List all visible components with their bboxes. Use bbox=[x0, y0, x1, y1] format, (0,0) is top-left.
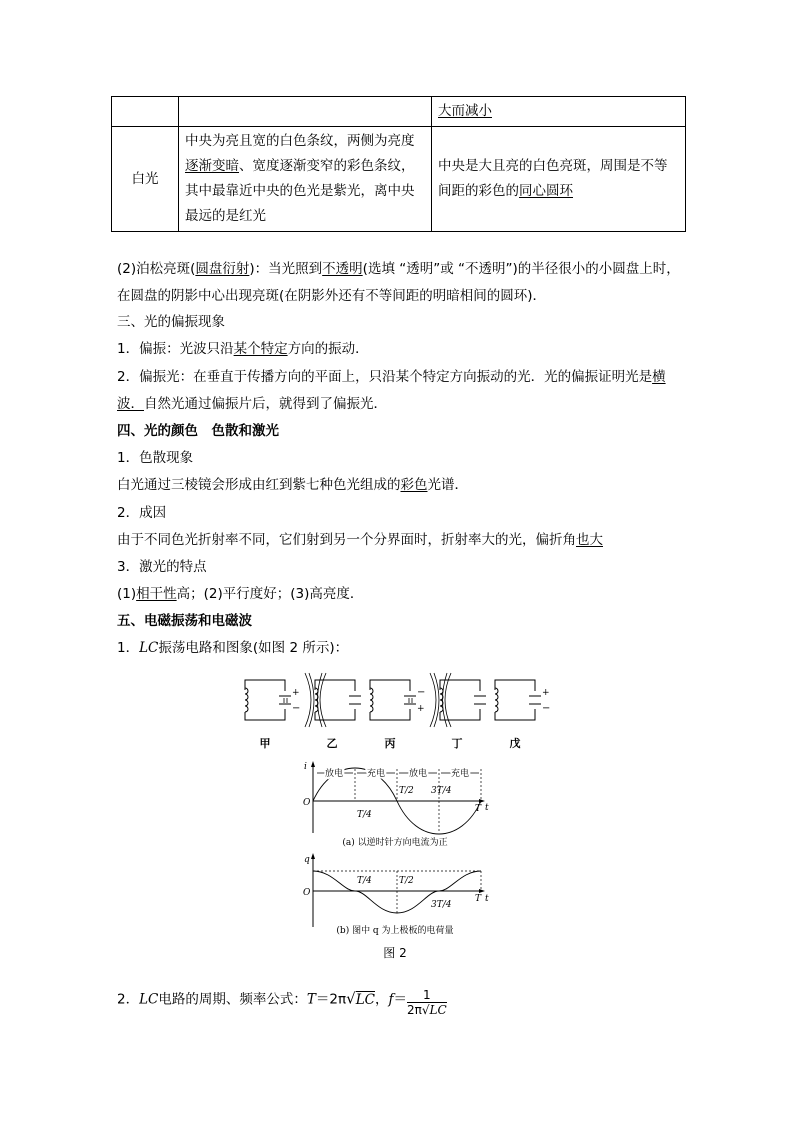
cell-text-underlined: 同心圆环 bbox=[519, 183, 573, 199]
table-cell bbox=[432, 127, 686, 232]
text-underlined: 不透明 bbox=[322, 261, 363, 277]
tick-label: 3T/4 bbox=[431, 786, 452, 796]
axis-label: i bbox=[304, 762, 307, 772]
text: 光谱． bbox=[427, 477, 468, 493]
circuit-yi bbox=[305, 673, 361, 750]
graph-caption: (b) 图中 q 为上极板的电荷量 bbox=[336, 926, 454, 936]
circuit-label: 丁 bbox=[451, 737, 463, 750]
text: (选填 “透明”或 “不透明”)的半径很小的小圆盘上 bbox=[362, 261, 653, 277]
axis-label: t bbox=[485, 803, 489, 813]
lc-circuit-paragraph bbox=[117, 637, 348, 659]
text: 振荡电路和图象(如图 2 所示)： bbox=[158, 640, 349, 656]
text: 2π bbox=[406, 1003, 422, 1017]
lc-formula: 2．LC电路的周期、频率公式：T＝2π√LC，f＝ $\frac{1}{2\pi√LC}$ bbox=[117, 988, 447, 1017]
segment-label: 充电 bbox=[366, 769, 386, 779]
segment-label: 充电 bbox=[450, 769, 470, 779]
cause-paragraph bbox=[117, 529, 603, 551]
text: 1． bbox=[117, 640, 140, 656]
tick-label: T/2 bbox=[399, 786, 414, 796]
graph-caption: (a) 以逆时针方向电流为正 bbox=[342, 838, 448, 848]
text: (2)泊松亮斑( bbox=[117, 261, 196, 277]
origin-label: O bbox=[303, 888, 311, 898]
table-cell bbox=[112, 97, 179, 127]
laser-paragraph bbox=[117, 583, 363, 605]
text: 由于不同色光折射率不同，它们射到另一个分界面时，折射率大的光，偏折角 bbox=[117, 532, 576, 548]
fraction bbox=[407, 988, 447, 1017]
text: 2． bbox=[117, 991, 140, 1008]
text: )：当光照到 bbox=[249, 261, 323, 277]
text: ＝2π bbox=[315, 991, 347, 1008]
tick-label: T/4 bbox=[357, 876, 372, 886]
text: 时，在圆盘的阴影中心出现亮斑(在阴影外还有不等间距的明暗相间的圆环)． bbox=[117, 261, 680, 304]
cell-text: 中央为亮且宽的白色条纹，两侧为亮度 bbox=[185, 133, 415, 149]
text: ＝ bbox=[393, 991, 407, 1008]
table-cell bbox=[179, 97, 432, 127]
section-heading-color: 四、光的颜色 色散和激光 bbox=[117, 423, 279, 439]
cell-text: 其中最靠近中央的色光是紫光，离中央 bbox=[185, 183, 415, 199]
svg-text:+: + bbox=[542, 688, 550, 698]
circuit-label: 乙 bbox=[326, 737, 338, 750]
circuit-label: 丙 bbox=[384, 737, 396, 750]
segment-label: 放电 bbox=[408, 769, 428, 779]
row-label-white-light: 白光 bbox=[112, 127, 179, 232]
circuit-wu bbox=[492, 680, 550, 750]
cell-text-underlined: 逐渐变暗 bbox=[185, 158, 239, 174]
text: 1．偏振：光波只沿 bbox=[117, 341, 234, 357]
text: 电路的周期、频率公式： bbox=[158, 991, 307, 1008]
table-row bbox=[112, 97, 686, 127]
table-cell bbox=[179, 127, 432, 232]
radicand: LC bbox=[429, 1003, 447, 1017]
dispersion-paragraph bbox=[117, 474, 468, 496]
circuit-label: 戊 bbox=[509, 737, 521, 750]
tick-label: T/4 bbox=[357, 810, 372, 820]
polarized-light-paragraph bbox=[117, 364, 683, 418]
denominator: 2π√LC bbox=[406, 1003, 447, 1017]
text-underlined: 彩色 bbox=[400, 477, 428, 493]
tick-label: T bbox=[475, 894, 482, 904]
charge-graph bbox=[303, 853, 489, 936]
svg-text:−: − bbox=[417, 687, 426, 698]
tick-label: T/2 bbox=[399, 876, 414, 886]
text: 自然光通过偏振片后，就得到了偏振光． bbox=[144, 396, 387, 412]
svg-text:+: + bbox=[292, 688, 300, 698]
text-underlined: 波． bbox=[117, 396, 144, 412]
text: (1) bbox=[117, 586, 137, 602]
lc-oscillation-figure bbox=[225, 665, 585, 965]
tick-label: T bbox=[475, 804, 482, 814]
sqrt-sign: √ bbox=[346, 989, 356, 1008]
text: 白光通过三棱镜会形成由红到紫七种色光组成的 bbox=[117, 477, 401, 493]
numerator: 1 bbox=[407, 988, 447, 1003]
current-graph bbox=[303, 761, 489, 848]
axis-label: q bbox=[304, 855, 310, 865]
laser-heading: 3．激光的特点 bbox=[117, 559, 207, 575]
text-underlined: 某个特定 bbox=[233, 341, 288, 357]
text: 2．偏振光：在垂直于传播方向的平面上，只沿某个特定方向振动的光．光的偏振证明光是 bbox=[117, 369, 653, 385]
cause-heading: 2．成因 bbox=[117, 505, 167, 521]
origin-label: O bbox=[303, 798, 311, 808]
tick-label: 3T/4 bbox=[431, 900, 452, 910]
section-heading-polarization: 三、光的偏振现象 bbox=[117, 314, 225, 330]
figure-caption: 图 2 bbox=[383, 946, 407, 960]
text: 高；(2)平行度好；(3)高亮度． bbox=[176, 586, 364, 602]
table-row bbox=[112, 127, 686, 232]
text: 方向的振动． bbox=[287, 341, 369, 357]
text-underlined: 相干性 bbox=[136, 586, 177, 602]
text-underlined: 也大 bbox=[576, 532, 603, 548]
cell-text: 中央是大且亮的白色亮斑，周围是不等 bbox=[438, 158, 668, 174]
cell-text: 最远的是红光 bbox=[185, 208, 266, 224]
period-symbol: T bbox=[306, 991, 316, 1008]
text-underlined: 横 bbox=[652, 369, 666, 385]
segment-label: 放电 bbox=[324, 769, 344, 779]
circuit-jia bbox=[242, 680, 300, 750]
lc-symbol: LC bbox=[139, 991, 159, 1008]
table-cell-text: 大而减小 bbox=[438, 103, 492, 119]
radicand: LC bbox=[355, 991, 375, 1008]
svg-text:−: − bbox=[542, 703, 551, 714]
lc-symbol: LC bbox=[139, 640, 159, 656]
circuit-bing bbox=[367, 680, 425, 750]
cell-text: 、宽度逐渐变窄的彩色条纹， bbox=[239, 158, 415, 174]
poisson-spot-paragraph bbox=[117, 256, 683, 310]
axis-label: t bbox=[485, 894, 489, 904]
circuit-ding bbox=[430, 673, 486, 750]
dispersion-heading: 1．色散现象 bbox=[117, 450, 194, 466]
text-underlined: 圆盘衍射 bbox=[195, 261, 250, 277]
svg-text:+: + bbox=[417, 704, 425, 714]
section-heading-em: 五、电磁振荡和电磁波 bbox=[117, 613, 252, 629]
cell-text: 间距的彩色的 bbox=[438, 183, 519, 199]
frequency-symbol: f bbox=[388, 991, 394, 1008]
polarization-paragraph bbox=[117, 338, 369, 360]
table-cell bbox=[432, 97, 686, 127]
circuit-label: 甲 bbox=[259, 737, 271, 750]
comparison-table bbox=[111, 96, 686, 232]
svg-text:−: − bbox=[292, 703, 301, 714]
